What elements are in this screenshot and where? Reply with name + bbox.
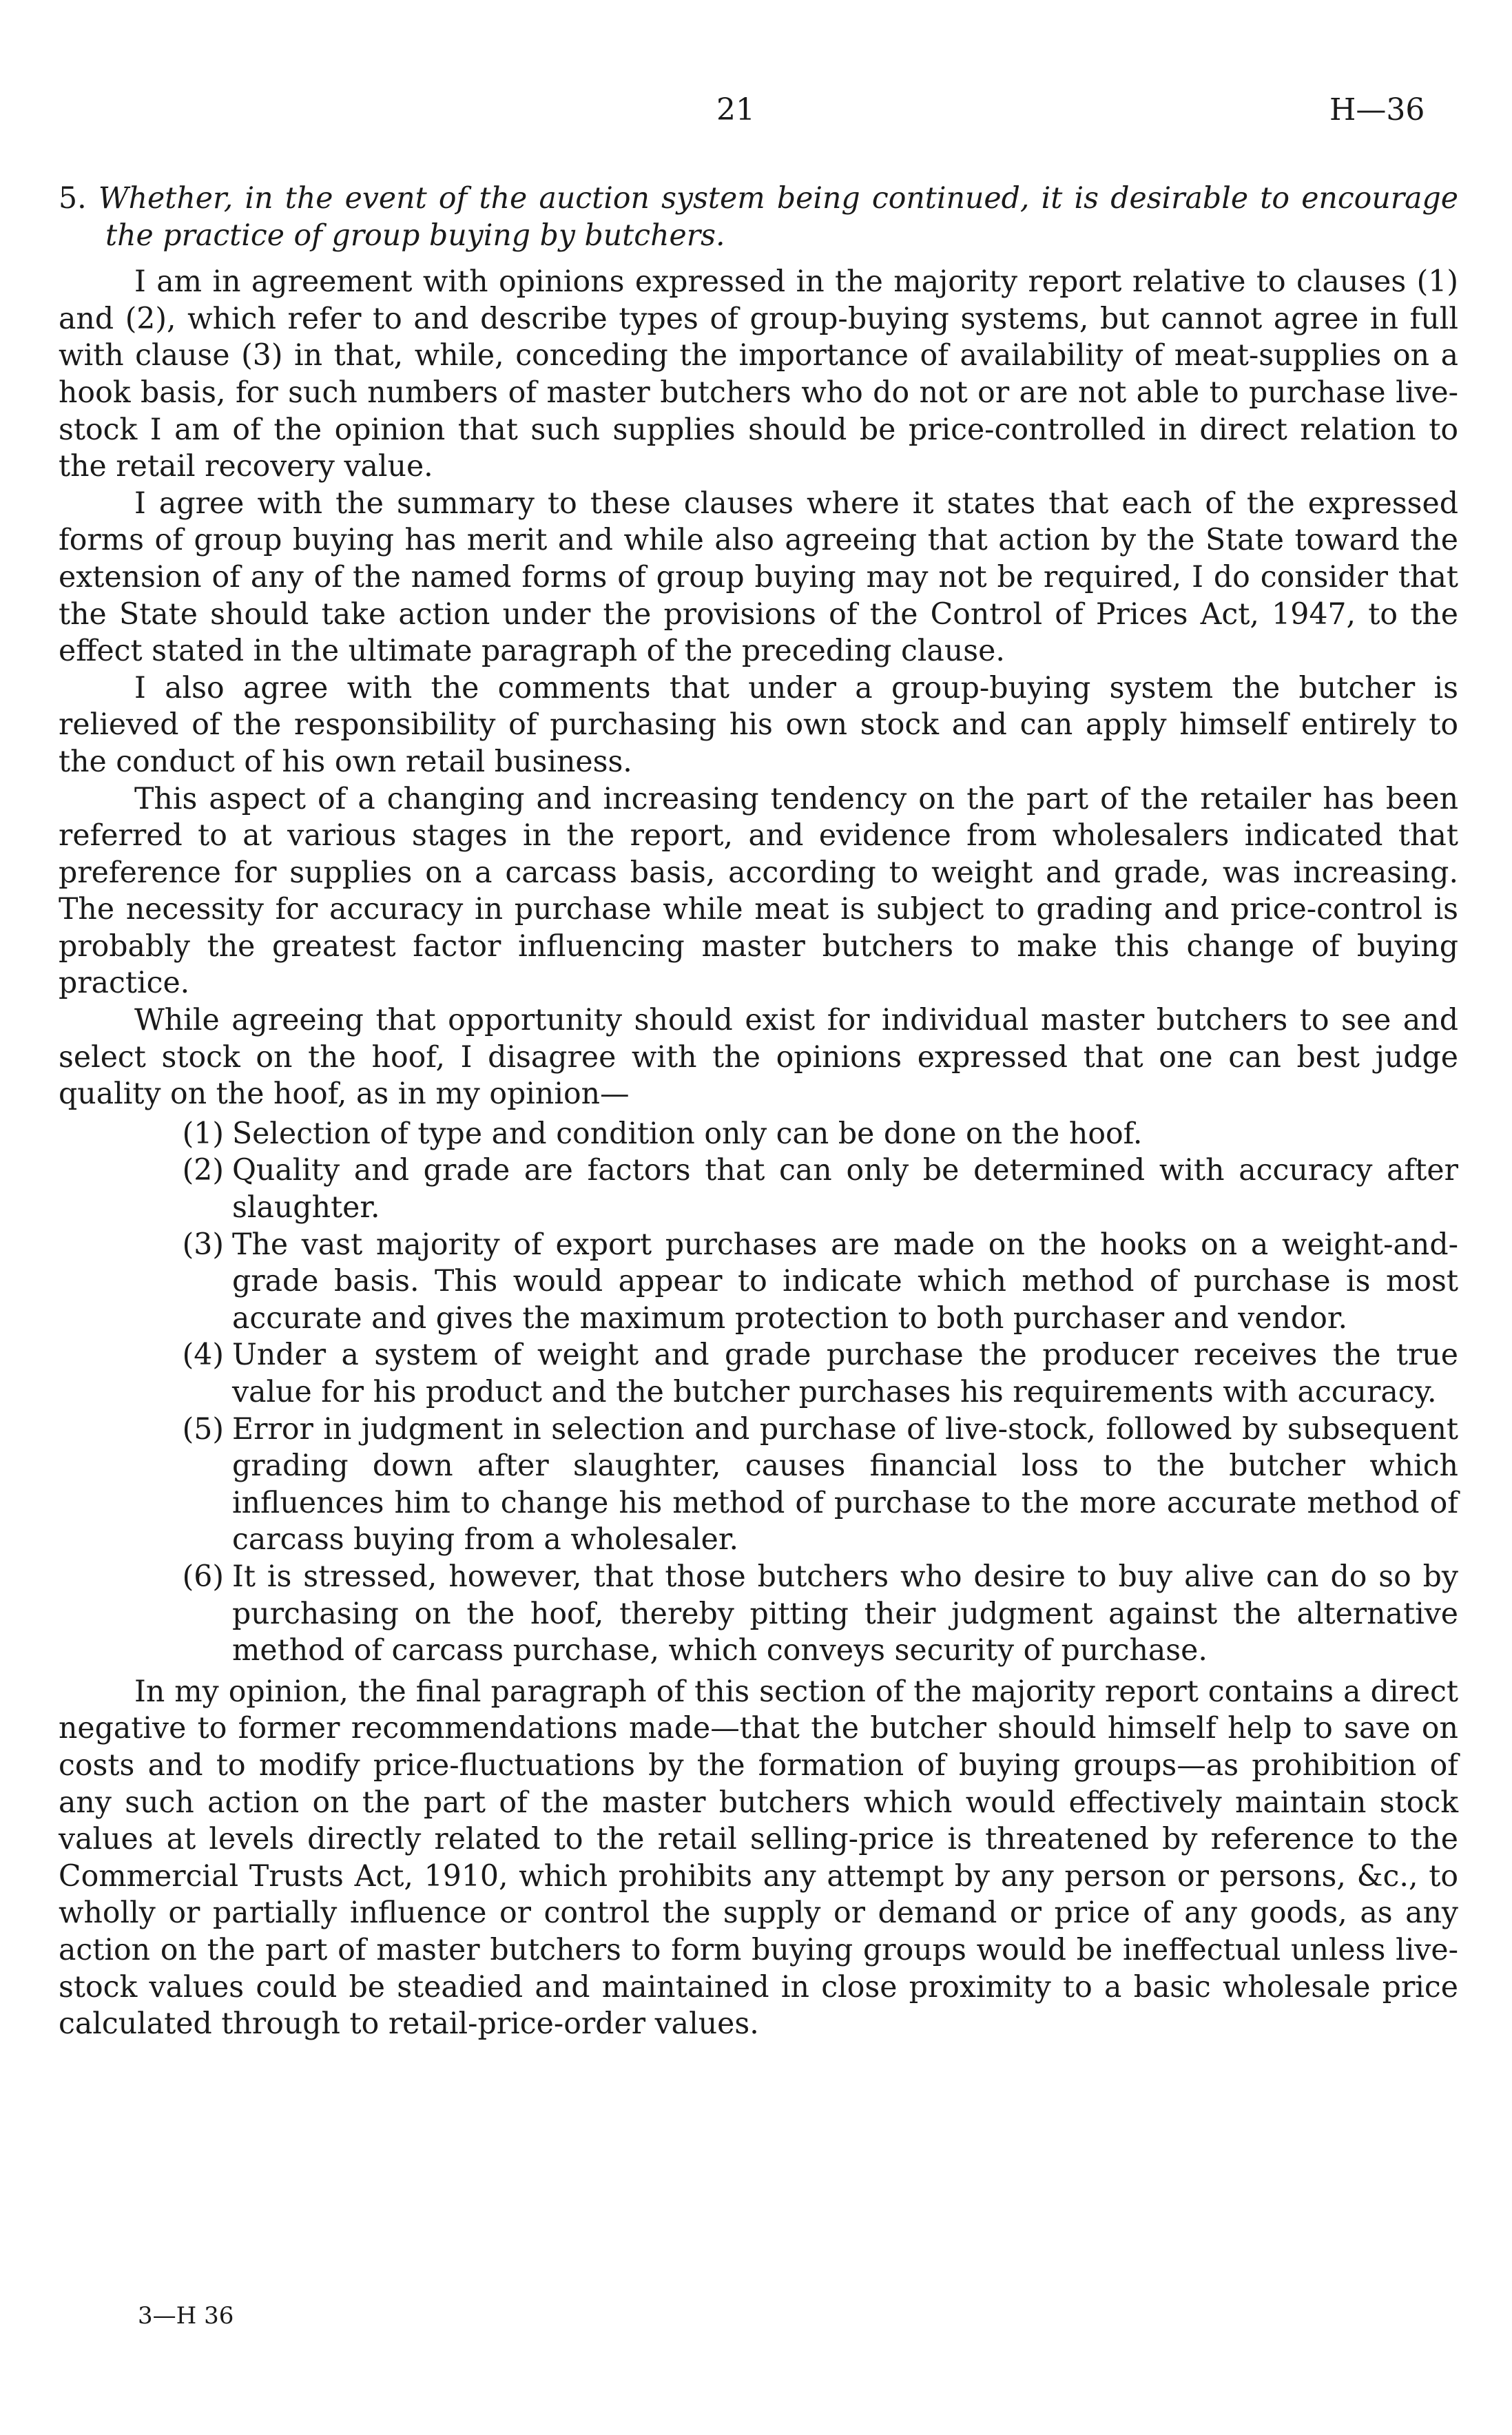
list-item	[59, 1559, 1458, 1670]
list-item	[59, 1337, 1458, 1411]
opinion-list	[59, 1116, 1458, 1670]
list-item-number: (2)	[182, 1153, 224, 1188]
paragraph-hoof-selection: While agreeing that opportunity should exist for individual master butchers to see and select stock on the hoof, I disagree with the opinions expressed that one can best judge quality on the hoof, as in my opinion—	[59, 1003, 1458, 1112]
paragraph-summary-agreement: I agree with the summary to these clauses where it states that each of the expressed forms of group buying has merit and while also agreeing that action by the State toward the extension of any of the named forms of group buying may not be required, I do consider that the State should take action under the provisions of the Control of Prices Act, 1947, to the effect stated in the ultimate paragraph of the preceding clause.	[59, 486, 1458, 669]
section-question	[59, 180, 1458, 254]
paragraph-responsibility: I also agree with the comments that under a group-buying system the butcher is relieved of the responsibility of purchasing his own stock and can apply himself entirely to the conduct of his own retail business.	[59, 670, 1458, 779]
list-item-text: Selection of type and condition only can be done on the hoof.	[232, 1116, 1143, 1151]
list-item-number: (1)	[182, 1116, 224, 1151]
list-item-number: (5)	[182, 1411, 224, 1447]
question-text: Whether, in the event of the auction system being continued, it is desirable to encourage the practice of group buying by butchers.	[98, 181, 1458, 253]
list-item-number: (6)	[182, 1559, 224, 1594]
paragraph-final-opinion: In my opinion, the final paragraph of this section of the majority report contains a direct negative to former recommendations made—that the butcher should himself help to save on costs and to modify price-fluctuations by the formation of buying groups—as prohibition of any such action on the part of the master butchers which would effectively maintain stock values at levels directly related to the retail selling-price is threatened by reference to the Commercial Trusts Act, 1910, which prohibits any attempt by any person or persons, &c., to wholly or partially influence or control the supply or demand or price of any goods, as any action on the part of master butchers to form buying groups would be ineffectual unless live-stock values could be steadied and maintained in close proximity to a basic wholesale price calculated through to retail-price-order values.	[59, 1674, 1458, 2042]
list-item	[59, 1152, 1458, 1226]
list-item-text: Quality and grade are factors that can only be determined with accuracy after slaughter.	[232, 1153, 1458, 1225]
list-item-number: (3)	[182, 1227, 224, 1262]
list-item	[59, 1116, 1458, 1153]
list-item-text: Under a system of weight and grade purchase the producer receives the true value for his product and the butcher purchases his requirements with accuracy.	[232, 1338, 1458, 1409]
page-number: 21	[716, 92, 755, 127]
document-reference: H—36	[1329, 92, 1425, 127]
list-item-text: The vast majority of export purchases are made on the hooks on a weight-and-grade basis. This would appear to indicate which method of purchase is most accurate and gives the maximum protection to both purchaser and vendor.	[232, 1227, 1458, 1336]
list-item	[59, 1227, 1458, 1338]
list-item-number: (4)	[182, 1338, 224, 1373]
question-number: 5.	[59, 181, 87, 216]
page-header	[0, 90, 1512, 138]
list-item	[59, 1411, 1458, 1559]
list-item-text: It is stressed, however, that those butchers who desire to buy alive can do so by purchasing on the hoof, thereby pitting their judgment against the alternative method of carcass purchase, which conveys security of purchase.	[232, 1559, 1458, 1668]
page-body	[59, 180, 1458, 2043]
paragraph-clauses-agreement: I am in agreement with opinions expressed in the majority report relative to clauses (1) and (2), which refer to and describe types of group-buying systems, but cannot agree in full with clause (3) in that, while, conceding the importance of availability of meat-supplies on a hook basis, for such numbers of master butchers who do not or are not able to purchase live-stock I am of the opinion that such supplies should be price-controlled in direct relation to the retail recovery value.	[59, 265, 1458, 484]
paragraph-changing-tendency: This aspect of a changing and increasing tendency on the part of the retailer has been referred to at various stages in the report, and evidence from wholesalers indicated that preference for supplies on a carcass basis, according to weight and grade, was increasing. The necessity for accuracy in purchase while meat is subject to grading and price-control is probably the greatest factor influencing master butchers to make this change of buying practice.	[59, 781, 1458, 1001]
list-item-text: Error in judgment in selection and purchase of live-stock, followed by subsequent grading down after slaughter, causes financial loss to the butcher which influences him to change his method of purchase to the more accurate method of carcass buying from a wholesaler.	[232, 1411, 1458, 1557]
footer-reference: 3—H 36	[138, 2302, 234, 2330]
